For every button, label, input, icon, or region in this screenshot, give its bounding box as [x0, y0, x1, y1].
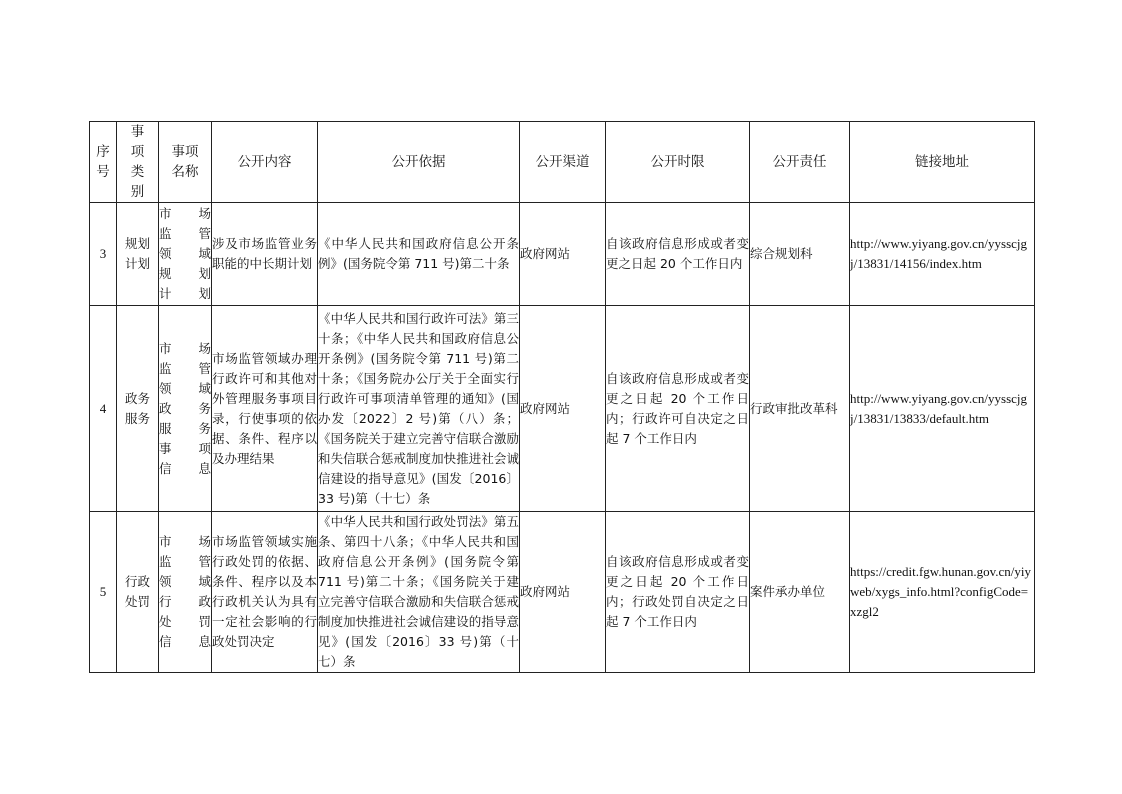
row-link[interactable]: http://www.yiyang.gov.cn/yysscjgj/13831/13833/default.htm [850, 306, 1035, 512]
header-responsibility: 公开责任 [750, 122, 850, 203]
header-content: 公开内容 [212, 122, 318, 203]
row-time-limit: 自该政府信息形成或者变更之日起 20 个工作日内；行政许可自决定之日起 7 个工作日内 [606, 306, 750, 512]
row-time-limit: 自该政府信息形成或者变更之日起 20 个工作日内 [606, 203, 750, 306]
row-responsibility: 综合规划科 [750, 203, 850, 306]
row-seq: 5 [90, 512, 117, 673]
row-basis: 《中华人民共和国政府信息公开条例》(国务院令第 711 号)第二十条 [318, 203, 520, 306]
header-basis: 公开依据 [318, 122, 520, 203]
row-time-limit: 自该政府信息形成或者变更之日起 20 个工作日内；行政处罚自决定之日起 7 个工作日内 [606, 512, 750, 673]
row-responsibility: 行政审批改革科 [750, 306, 850, 512]
header-row [90, 122, 1035, 203]
header-seq: 序 号 [90, 122, 117, 203]
row-category: 政务 服务 [117, 306, 159, 512]
row-channel: 政府网站 [520, 203, 606, 306]
row-link[interactable]: http://www.yiyang.gov.cn/yysscjgj/13831/14156/index.htm [850, 203, 1035, 306]
row-content: 涉及市场监管业务职能的中长期计划 [212, 203, 318, 306]
row-item-name: 市 场 监 管 领 域 规 划 计划 [159, 203, 212, 306]
row-basis: 《中华人民共和国行政许可法》第三十条；《中华人民共和国政府信息公开条例》(国务院令第 711 号)第二十条；《国务院办公厅关于全面实行行政许可事项清单管理的通知》(国办发〔2022〕2 号)第（八）条；《国务院关于建立完善守信联合激励和失信联合惩戒制度加快推进社会诚信建设的指导意见》(国发〔2016〕33 号)第（十七）条 [318, 306, 520, 512]
row-basis: 《中华人民共和国行政处罚法》第五条、第四十八条；《中华人民共和国政府信息公开条例》(国务院令第 711 号)第二十条；《国务院关于建立完善守信联合激励和失信联合惩戒制度加快推进社会诚信建设的指导意见》(国发〔2016〕33 号)第（十七）条 [318, 512, 520, 673]
row-category: 行政 处罚 [117, 512, 159, 673]
row-seq: 3 [90, 203, 117, 306]
header-link: 链接地址 [850, 122, 1035, 203]
row-channel: 政府网站 [520, 512, 606, 673]
header-channel: 公开渠道 [520, 122, 606, 203]
table-row [90, 203, 1035, 306]
row-seq: 4 [90, 306, 117, 512]
row-link[interactable]: https://credit.fgw.hunan.gov.cn/yiyweb/xygs_info.html?configCode=xzgl2 [850, 512, 1035, 673]
row-channel: 政府网站 [520, 306, 606, 512]
row-responsibility: 案件承办单位 [750, 512, 850, 673]
header-name: 事项 名称 [159, 122, 212, 203]
header-category: 事 项 类 别 [117, 122, 159, 203]
row-item-name: 市 场 监 管 领 域 行 政 处 罚 信息 [159, 512, 212, 673]
table-row [90, 512, 1035, 673]
disclosure-table [89, 121, 1035, 673]
row-category: 规划 计划 [117, 203, 159, 306]
table-row [90, 306, 1035, 512]
header-time-limit: 公开时限 [606, 122, 750, 203]
row-content: 市场监管领域实施行政处罚的依据、条件、程序以及本行政机关认为具有一定社会影响的行政处罚决定 [212, 512, 318, 673]
row-item-name: 市 场 监 管 领 域 政 务 服 务 事 项 信息 [159, 306, 212, 512]
row-content: 市场监管领域办理行政许可和其他对外管理服务事项目录，行使事项的依据、条件、程序以及办理结果 [212, 306, 318, 512]
